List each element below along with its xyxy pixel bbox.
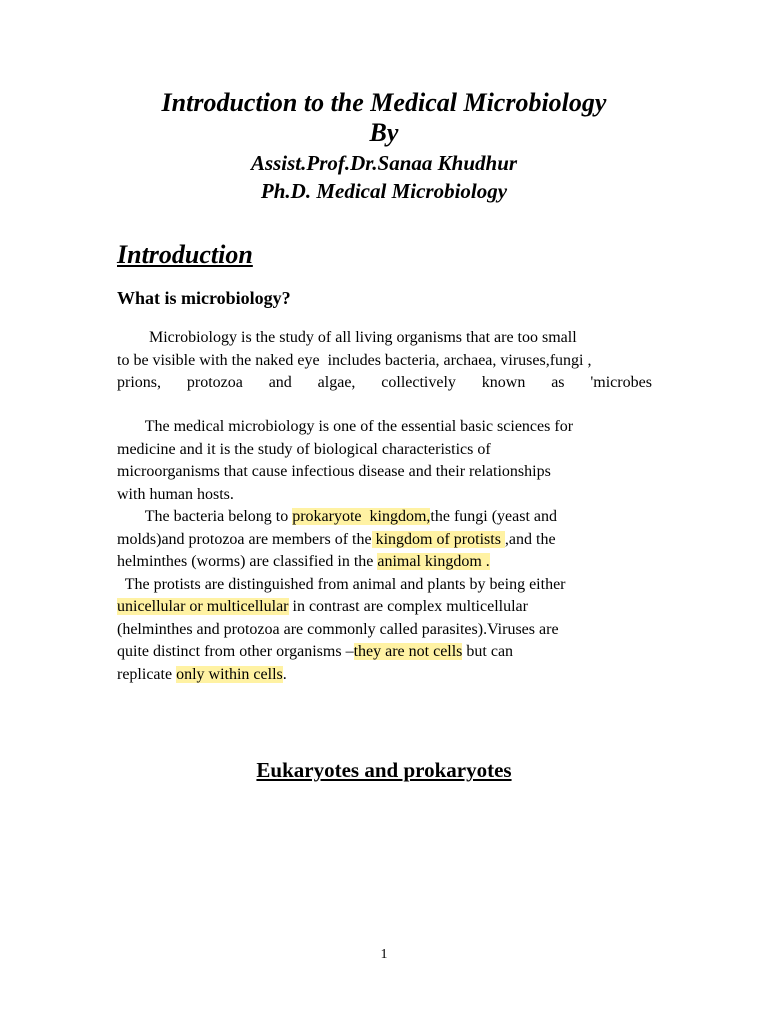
paragraph-line: microorganisms that cause infectious disease and their relationships xyxy=(117,463,551,480)
word: algae, xyxy=(317,374,356,391)
word: collectively xyxy=(381,374,456,391)
paragraph-justified-line xyxy=(117,372,652,395)
paragraph-line xyxy=(117,551,652,574)
text-run: helminthes (worms) are classified in the xyxy=(117,553,378,570)
paragraph-medical-microbiology xyxy=(117,416,652,686)
text-run: The bacteria belong to xyxy=(117,508,293,525)
text-run: replicate xyxy=(117,665,177,683)
highlight-not-cells: they are not cells xyxy=(353,643,463,660)
paragraph-line: with human hosts. xyxy=(117,485,234,503)
highlight-animal-kingdom: animal kingdom . xyxy=(377,553,490,570)
text-run: . xyxy=(282,665,287,683)
text-run: in contrast are complex multicellular xyxy=(288,598,528,615)
paragraph-line xyxy=(117,506,652,529)
word: as xyxy=(551,374,565,391)
section-heading-introduction: Introduction xyxy=(117,240,253,269)
author-name: Assist.Prof.Dr.Sanaa Khudhur xyxy=(250,151,518,175)
author-degree: Ph.D. Medical Microbiology xyxy=(260,179,508,203)
highlight-within-cells: only within cells xyxy=(176,665,283,683)
highlight-kingdom-of-protists: kingdom of protists xyxy=(371,530,505,548)
document-title: Introduction to the Medical Microbiology xyxy=(161,88,607,117)
subheading-eukaryotes-prokaryotes: Eukaryotes and prokaryotes xyxy=(256,758,512,782)
paragraph-microbiology-definition xyxy=(117,327,652,395)
paragraph-line: medicine and it is the study of biological characteristics of xyxy=(117,440,491,458)
text-run: molds)and protozoa are members of the xyxy=(117,530,372,548)
title-by: By xyxy=(369,118,399,147)
paragraph-line: (helminthes and protozoa are commonly called parasites).Viruses are xyxy=(117,620,559,638)
highlight-prokaryote-kingdom: prokaryote kingdom, xyxy=(292,508,431,525)
text-run: the fungi (yeast and xyxy=(430,508,558,525)
paragraph-line xyxy=(117,596,652,619)
text-run: ,and the xyxy=(504,530,556,548)
question-heading: What is microbiology? xyxy=(117,288,291,308)
text-run: quite distinct from other organisms – xyxy=(117,643,354,660)
paragraph-line: The protists are distinguished from animal and plants by being either xyxy=(117,575,566,593)
word: and xyxy=(268,374,292,391)
paragraph-line: to be visible with the naked eye includes bacteria, archaea, viruses,fungi , xyxy=(117,351,592,369)
page-number: 1 xyxy=(380,947,388,962)
paragraph-line xyxy=(117,664,652,687)
word: known xyxy=(481,374,526,391)
paragraph-line: The medical microbiology is one of the essential basic sciences for xyxy=(117,418,574,435)
paragraph-line xyxy=(117,529,652,552)
paragraph-line: Microbiology is the study of all living organisms that are too small xyxy=(117,329,577,346)
highlight-unicellular-multicellular: unicellular or multicellular xyxy=(117,598,289,615)
paragraph-line xyxy=(117,641,652,664)
word: protozoa xyxy=(186,374,243,391)
word: 'microbes xyxy=(590,374,652,391)
word: prions, xyxy=(117,374,161,391)
text-run: but can xyxy=(462,643,514,660)
